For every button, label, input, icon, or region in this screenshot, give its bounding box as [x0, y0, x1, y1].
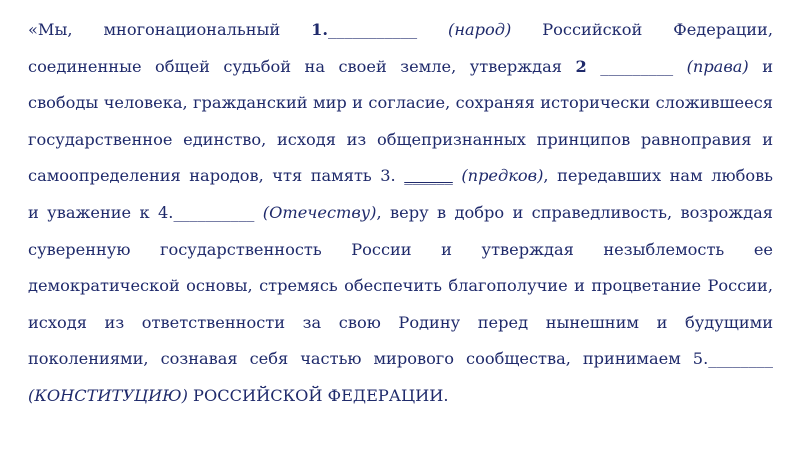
text-line-5 [28, 158, 773, 195]
text-line-1 [28, 12, 773, 49]
text-line-3: свободы человека, гражданский мир и согласие, сохраняя исторически сложившееся [28, 93, 773, 113]
blank-line-3: ______ [404, 166, 453, 186]
hint-prava: (права) [686, 56, 749, 76]
blank-number-2: 2 [575, 56, 587, 76]
text-fragment: РОССИЙСКОЙ ФЕДЕРАЦИИ. [187, 385, 449, 405]
blank-line-1: ___________ [328, 20, 418, 39]
hint-predkov: (предков) [461, 166, 544, 186]
text-fragment: , веру в добро и справедливость, возрождая [376, 202, 773, 222]
text-line-11 [28, 378, 773, 415]
blank-line-2: _________ [586, 56, 687, 76]
text-fragment: и [748, 56, 774, 76]
text-fragment: , передавших нам любовь [543, 166, 773, 186]
text-fragment [417, 20, 448, 39]
text-line-8: демократической основы, стремясь обеспечить благополучие и процветание России, [28, 276, 773, 296]
hint-otechestvu: (Отечеству) [262, 202, 377, 222]
text-line-6 [28, 195, 773, 232]
blank-number-1: 1. [311, 20, 329, 39]
text-fragment: Российской Федерации, [511, 20, 773, 39]
text-fragment: «Мы, многонациональный [28, 20, 312, 39]
text-fragment: самоопределения народов, чтя память 3. [28, 166, 405, 186]
text-fragment: соединенные общей судьбой на своей земле, утверждая [28, 56, 576, 76]
text-line-9: исходя из ответственности за свою Родину перед нынешним и будущими [28, 312, 773, 332]
text-line-10: поколениями, сознавая себя частью мирового сообщества, принимаем 5.________ [28, 349, 773, 369]
text-line-2 [28, 49, 773, 86]
text-line-7: суверенную государственность России и утверждая незыблемость ее [28, 239, 773, 259]
text-fragment: и уважение к 4.__________ [28, 202, 263, 222]
document-text [28, 12, 773, 415]
hint-narod: (народ) [448, 20, 512, 39]
hint-konstituciyu: (КОНСТИТУЦИЮ) [28, 385, 188, 405]
text-line-4: государственное единство, исходя из общепризнанных принципов равноправия и [28, 129, 773, 149]
